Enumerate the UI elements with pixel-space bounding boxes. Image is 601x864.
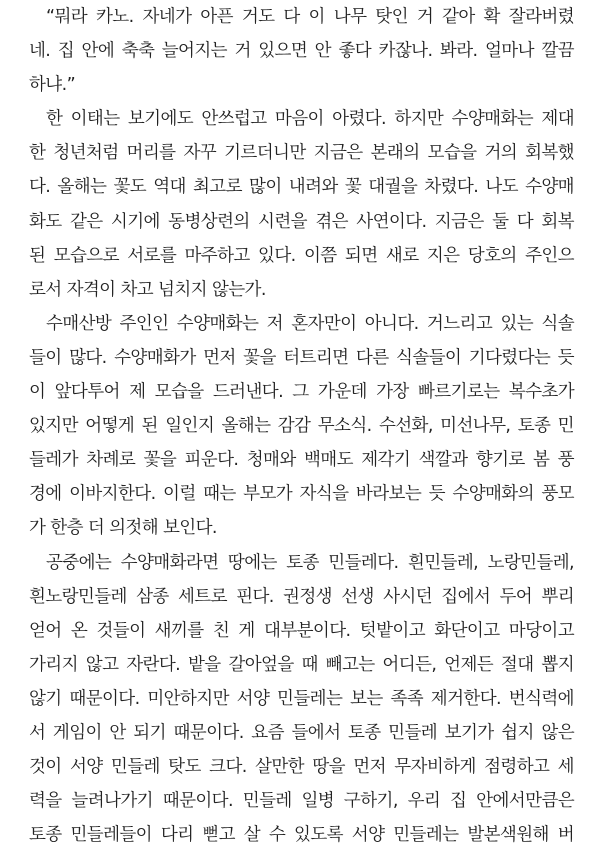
text-line: 력을 늘려나가기 때문이다. 민들레 일병 구하기, 우리 집 안에서만큼은 bbox=[29, 791, 574, 812]
text-line: 한 이태는 보기에도 안쓰럽고 마음이 아렸다. 하지만 수양매화는 제대 bbox=[46, 109, 574, 130]
text-line: 않기 때문이다. 미안하지만 서양 민들레는 보는 족족 제거한다. 번식력에 bbox=[29, 688, 574, 709]
paragraph bbox=[29, 307, 574, 546]
text-line: 것이 서양 민들레 탓도 크다. 살만한 땅을 먼저 무자비하게 점령하고 세 bbox=[29, 757, 574, 778]
text-line: 있지만 어떻게 된 일인지 올해는 감감 무소식. 수선화, 미선나무, 토종 민 bbox=[29, 416, 574, 437]
text-line: 다. 올해는 꽃도 역대 최고로 많이 내려와 꽃 대궐을 차렸다. 나도 수양매 bbox=[29, 177, 574, 198]
text-line: 로서 자격이 차고 넘치지 않는가. bbox=[29, 279, 266, 300]
text-line: 가리지 않고 자란다. 밭을 갈아엎을 때 빼고는 어디든, 언제든 절대 뽑지 bbox=[29, 654, 574, 675]
text-line: 들레가 차례로 꽃을 피운다. 청매와 백매도 제각기 색깔과 향기로 봄 풍 bbox=[29, 450, 574, 471]
paragraph bbox=[29, 0, 574, 102]
text-line: 토종 민들레들이 다리 뻗고 살 수 있도록 서양 민들레는 발본색원해 버 bbox=[29, 825, 574, 846]
text-line: 가 한층 더 의젓해 보인다. bbox=[29, 518, 217, 539]
text-line: 한 청년처럼 머리를 자꾸 기르더니만 지금은 본래의 모습을 거의 회복했 bbox=[29, 143, 574, 164]
text-line: 이 앞다투어 제 모습을 드러낸다. 그 가운데 가장 빠르기로는 복수초가 bbox=[29, 382, 574, 403]
text-line: 수매산방 주인인 수양매화는 저 혼자만이 아니다. 거느리고 있는 식솔 bbox=[46, 313, 574, 334]
text-line: 서 게임이 안 되기 때문이다. 요즘 들에서 토종 민들레 보기가 쉽지 않은 bbox=[29, 722, 574, 743]
text-line: 공중에는 수양매화라면 땅에는 토종 민들레다. 흰민들레, 노랑민들레, bbox=[46, 552, 574, 573]
document-page bbox=[29, 0, 574, 852]
text-line: “뭐라 카노. 자네가 아픈 거도 다 이 나무 탓인 거 같아 확 잘라버렸 bbox=[46, 7, 574, 27]
paragraph bbox=[29, 546, 574, 853]
paragraph bbox=[29, 102, 574, 307]
text-line: 들이 많다. 수양매화가 먼저 꽃을 터트리면 다른 식솔들이 기다렸다는 듯 bbox=[29, 347, 574, 368]
text-line: 흰노랑민들레 삼종 세트로 핀다. 권정생 선생 사시던 집에서 두어 뿌리 bbox=[29, 586, 574, 607]
text-line: 된 모습으로 서로를 마주하고 있다. 이쯤 되면 새로 지은 당호의 주인으 bbox=[29, 245, 574, 266]
text-line: 화도 같은 시기에 동병상련의 시련을 겪은 사연이다. 지금은 둘 다 회복 bbox=[29, 211, 574, 232]
text-line: 네. 집 안에 축축 늘어지는 거 있으면 안 좋다 카잖나. 봐라. 얼마나 깔끔 bbox=[29, 41, 574, 62]
text-line: 얻어 온 것들이 새끼를 친 게 대부분이다. 텃밭이고 화단이고 마당이고 bbox=[29, 620, 574, 641]
text-line: 경에 이바지한다. 이럴 때는 부모가 자식을 바라보는 듯 수양매화의 풍모 bbox=[29, 484, 574, 505]
text-line: 하냐.” bbox=[29, 75, 76, 96]
